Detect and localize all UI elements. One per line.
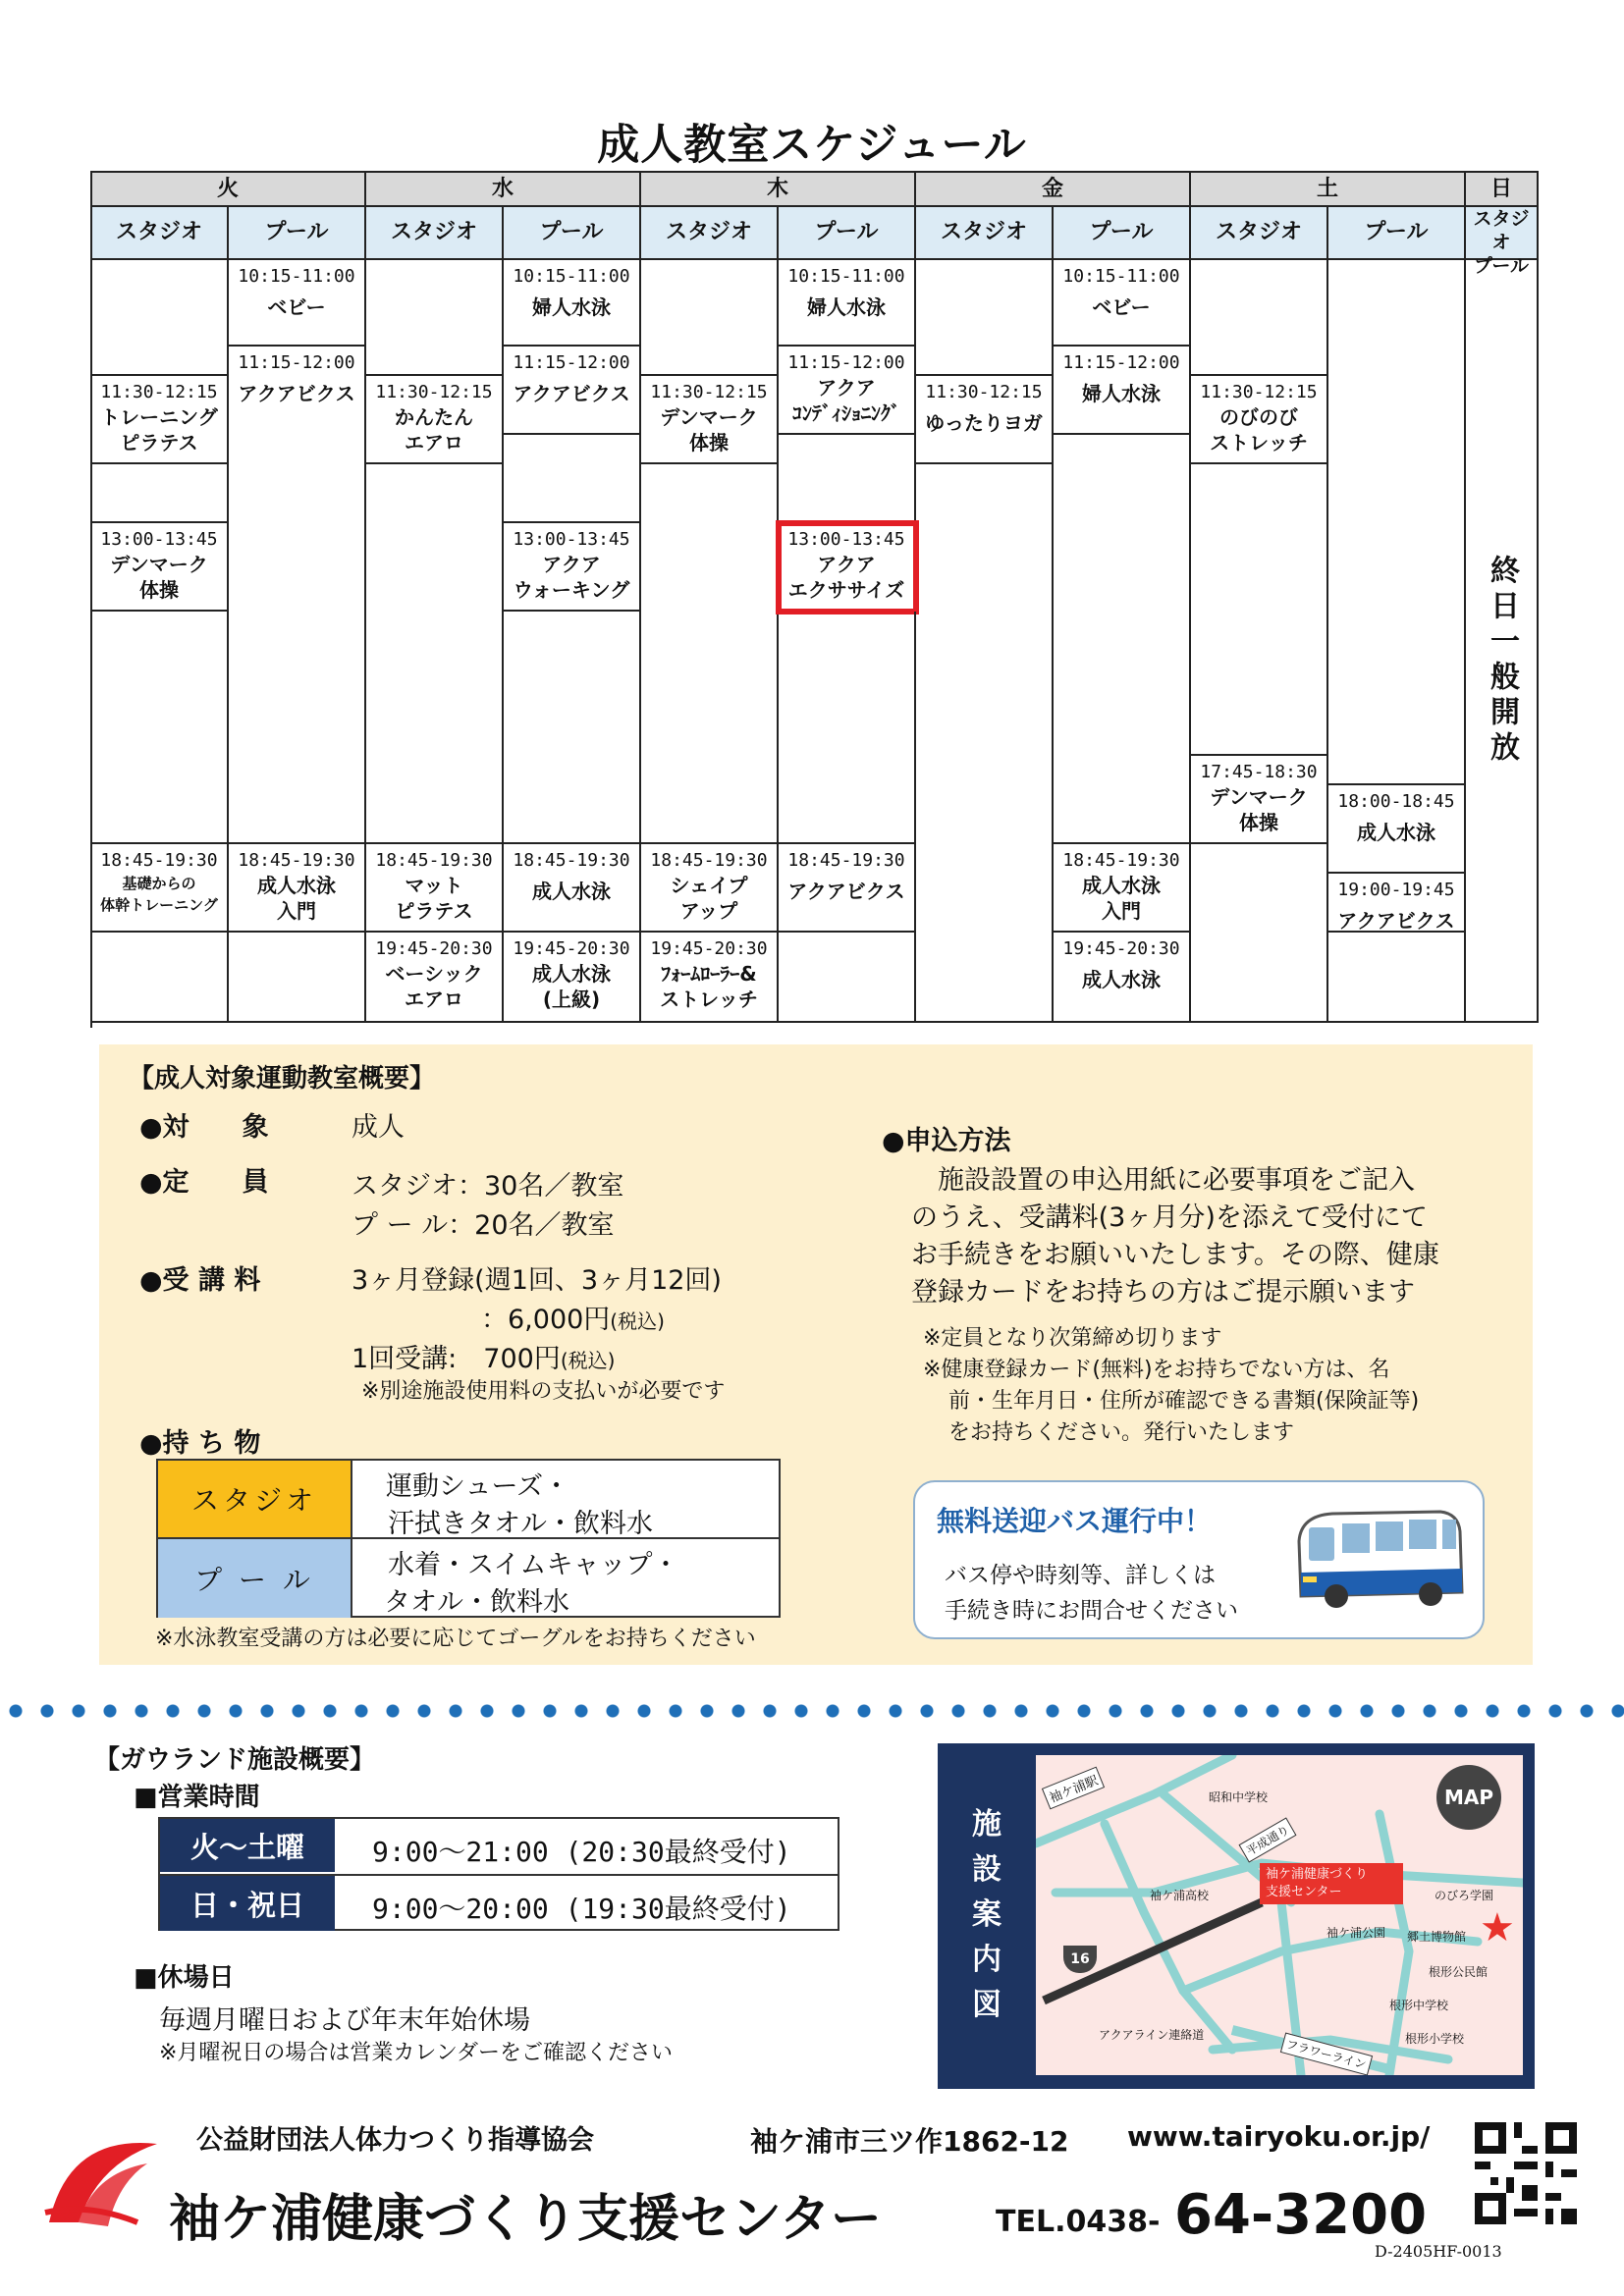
bring-studio-value1: 運動シューズ・ (386, 1471, 570, 1502)
empty-slot (1191, 260, 1328, 376)
class-time: 10:15-11:00 (1062, 266, 1180, 287)
goggle-note: ※水泳教室受講の方は必要に応じてゴーグルをお持ちください (155, 1627, 756, 1651)
apply-text3: お手続きをお願いいたします。その際、健康 (911, 1240, 1439, 1270)
class-name: マット ピラテス (395, 874, 473, 923)
apply-text1: 施設設置の申込用紙に必要事項をご記入 (911, 1165, 1415, 1196)
apply-note2: ※健康登録カード(無料)をお持ちでない方は、名 (923, 1358, 1390, 1382)
star-icon: ★ (1480, 1905, 1515, 1950)
fee-note: ※別途施設使用料の支払いが必要です (361, 1379, 726, 1404)
pool-header: プール (1054, 207, 1191, 260)
class-time: 11:30-12:15 (650, 382, 768, 402)
bring-row-studio (158, 1461, 779, 1539)
class-slot (779, 844, 916, 933)
target-value: 成人 (352, 1112, 405, 1143)
studio-header: スタジオ (1191, 207, 1328, 260)
hours-label: ■営業時間 (134, 1783, 260, 1812)
logo-icon (39, 2124, 167, 2234)
day-header: 日 (1466, 172, 1539, 207)
facility-map (938, 1743, 1535, 2089)
day-header: 火 (91, 172, 366, 207)
class-slot (229, 844, 366, 933)
closed-label: ■休場日 (134, 1963, 235, 1993)
fee-line2: ：6,000円(税込) (481, 1305, 665, 1335)
class-time: 18:45-19:30 (375, 850, 493, 871)
map-label-junior: 根形中学校 (1389, 1999, 1449, 2012)
class-time: 11:30-12:15 (100, 382, 218, 402)
empty-slot (779, 933, 916, 1023)
class-time: 19:45-20:30 (650, 938, 768, 959)
apply-text4: 登録カードをお持ちの方はご提示願います (911, 1277, 1415, 1308)
studio-header: スタジオ (366, 207, 504, 260)
apply-note1: ※定員となり次第締め切ります (923, 1326, 1222, 1351)
footer-org: 公益財団法人体力つくり指導協会 (196, 2125, 594, 2156)
empty-slot (229, 933, 366, 1023)
hours-table (158, 1817, 839, 1931)
empty-slot (1328, 260, 1466, 785)
class-name: ﾌｫｰﾑﾛｰﾗｰ& ストレッチ (660, 962, 758, 1011)
class-name: アクアビクス (1337, 909, 1455, 933)
class-time: 13:00-13:45 (787, 529, 905, 550)
class-slot (641, 844, 779, 933)
closed-note: ※月曜祝日の場合は営業カレンダーをご確認ください (159, 2041, 674, 2065)
map-label-museum: 郷土博物館 (1407, 1930, 1467, 1944)
hours-day-weekday: 火～土曜 (160, 1819, 335, 1874)
sunday-open-all-day (1466, 260, 1539, 1023)
bring-pool-value2: タオル・飲料水 (384, 1587, 569, 1618)
target-label: ●対 象 (139, 1112, 269, 1143)
map-label-park: 袖ケ浦公園 (1326, 1926, 1386, 1940)
bring-table (156, 1459, 781, 1618)
class-name: アクア ウォーキング (513, 553, 630, 602)
class-time: 10:15-11:00 (513, 266, 630, 287)
class-time: 18:45-19:30 (1062, 850, 1180, 871)
footer-url[interactable]: www.tairyoku.or.jp/ (1127, 2120, 1431, 2153)
class-time: 19:45-20:30 (375, 938, 493, 959)
day-header: 木 (641, 172, 916, 207)
class-time: 11:15-12:00 (1062, 352, 1180, 373)
footer-code: D-2405HF-0013 (1375, 2242, 1502, 2261)
class-slot (641, 933, 779, 1023)
map-label-flowerline: フラワーライン (1280, 2032, 1373, 2075)
class-slot (91, 844, 229, 933)
class-slot (1191, 376, 1328, 464)
overview-heading: 【成人対象運動教室概要】 (129, 1064, 436, 1094)
empty-slot (1191, 844, 1328, 1023)
fee-line3: 1回受講: 700円(税込) (352, 1344, 616, 1374)
bring-studio-key: スタジオ (158, 1461, 352, 1537)
class-name: ベーシック エアロ (385, 962, 483, 1011)
fee-line1: 3ヶ月登録(週1回、3ヶ月12回) (352, 1265, 722, 1296)
closed-text: 毎週月曜日および年末年始休場 (159, 2005, 530, 2036)
map-label-nobiro: のびろ学園 (1435, 1889, 1494, 1902)
pool-header: プール (229, 207, 366, 260)
class-time: 10:15-11:00 (787, 266, 905, 287)
empty-slot (504, 435, 641, 523)
capacity-pool: プ ー ル：20名／教室 (352, 1210, 615, 1241)
class-name: デンマーク 体操 (1210, 785, 1308, 834)
class-name: アクアビクス (787, 880, 905, 903)
pool-header: プール (1328, 207, 1466, 260)
class-time: 11:15-12:00 (238, 352, 355, 373)
class-time: 18:45-19:30 (787, 850, 905, 871)
map-label-heisei: 平成通り (1239, 1817, 1297, 1862)
class-time: 13:00-13:45 (513, 529, 630, 550)
class-time: 18:45-19:30 (238, 850, 355, 871)
bus-icon (1293, 1502, 1470, 1620)
hours-time-holiday: 9:00～20:00 (19:30最終受付) (372, 1893, 791, 1925)
empty-slot (91, 464, 229, 523)
empty-slot (504, 612, 641, 844)
capacity-studio: スタジオ：30名／教室 (352, 1171, 624, 1201)
class-slot (366, 844, 504, 933)
class-time: 19:45-20:30 (1062, 938, 1180, 959)
class-slot (779, 347, 916, 435)
class-time: 11:30-12:15 (1200, 382, 1318, 402)
class-name: アクアビクス (513, 382, 630, 405)
fee-tax-1: (税込) (610, 1309, 665, 1333)
class-name: デンマーク 体操 (110, 553, 208, 602)
empty-slot (1191, 464, 1328, 756)
empty-slot (91, 933, 229, 1023)
map-label-aqualine: アクアライン連絡道 (1099, 2028, 1205, 2042)
class-time: 11:30-12:15 (925, 382, 1043, 402)
day-header: 土 (1191, 172, 1466, 207)
empty-slot (641, 260, 779, 376)
sunday-open-text: 終日一般開放 (1485, 555, 1519, 767)
bus-title: 無料送迎バス運行中！ (937, 1505, 1213, 1537)
studio-header: スタジオ (916, 207, 1054, 260)
class-slot (1191, 756, 1328, 844)
fee-label: ●受 講 料 (139, 1265, 261, 1296)
map-label-elementary: 根形小学校 (1405, 2032, 1465, 2046)
class-slot (1054, 933, 1191, 1023)
apply-note4: をお持ちください。発行いたします (948, 1420, 1295, 1445)
class-name: 婦人水泳 (1082, 382, 1161, 405)
class-slot (229, 260, 366, 347)
empty-slot (91, 612, 229, 844)
day-header: 水 (366, 172, 641, 207)
class-slot (1328, 785, 1466, 874)
class-name: ゆったりヨガ (925, 411, 1043, 435)
class-time: 19:00-19:45 (1337, 880, 1455, 900)
class-name: 成人水泳 (532, 880, 611, 903)
qr-code-icon[interactable] (1475, 2122, 1577, 2224)
class-name: 基礎からの 体幹トレーニング (100, 875, 218, 914)
class-slot (504, 523, 641, 612)
class-time: 18:45-19:30 (100, 850, 218, 871)
map-label-station: 袖ケ浦駅 (1042, 1767, 1105, 1810)
class-name: 成人水泳 入門 (257, 874, 336, 923)
schedule-table (91, 172, 1539, 1027)
class-name: 婦人水泳 (532, 295, 611, 319)
class-slot (641, 376, 779, 464)
shuttle-bus-box (913, 1480, 1485, 1639)
class-time: 18:45-19:30 (650, 850, 768, 871)
class-name: デンマーク 体操 (660, 405, 758, 454)
studio-header: スタジオ (91, 207, 229, 260)
empty-slot (779, 612, 916, 844)
class-name: 成人水泳 (上級) (532, 962, 611, 1011)
class-time: 13:00-13:45 (100, 529, 218, 550)
dotted-divider (0, 1704, 1624, 1718)
empty-slot (91, 260, 229, 376)
class-name: アクア ｺﾝﾃﾞｨｼｮﾆﾝｸﾞ (792, 376, 900, 425)
hours-day-holiday: 日・祝日 (160, 1876, 335, 1931)
empty-slot (779, 435, 916, 523)
apply-text2: のうえ、受講料(3ヶ月分)を添えて受付にて (911, 1202, 1428, 1233)
empty-slot (641, 464, 779, 844)
studio-header: スタジオ (641, 207, 779, 260)
footer-tel-main: 64-3200 (1174, 2183, 1428, 2247)
map-label-highschool: 袖ケ浦高校 (1150, 1889, 1210, 1902)
class-name: ベビー (267, 295, 326, 319)
class-slot (1054, 347, 1191, 435)
class-name: シェイプ アップ (670, 874, 748, 923)
bring-pool-key: プ ー ル (158, 1539, 352, 1618)
class-slot (504, 347, 641, 435)
bring-label: ●持 ち 物 (139, 1428, 261, 1459)
class-name: トレーニング ピラテス (100, 405, 218, 454)
pool-header: プール (504, 207, 641, 260)
class-name: アクア エクササイズ (787, 553, 905, 602)
class-slot (91, 523, 229, 612)
map-badge: MAP (1436, 1765, 1501, 1830)
map-label-center: 袖ケ浦健康づくり 支援センター (1260, 1863, 1403, 1904)
class-time: 19:45-20:30 (513, 938, 630, 959)
class-slot (366, 376, 504, 464)
pool-header: プール (779, 207, 916, 260)
class-time: 11:30-12:15 (375, 382, 493, 402)
apply-label: ●申込方法 (882, 1126, 1011, 1156)
class-time: 18:45-19:30 (513, 850, 630, 871)
class-slot (1054, 844, 1191, 933)
bus-text2: 手続き時にお問合せください (945, 1598, 1238, 1624)
class-name: かんたん エアロ (395, 405, 473, 454)
class-time: 10:15-11:00 (238, 266, 355, 287)
class-time: 18:00-18:45 (1337, 791, 1455, 812)
empty-slot (366, 464, 504, 844)
page-title: 成人教室スケジュール (597, 121, 1027, 170)
class-name: 成人水泳 (1082, 968, 1161, 991)
map-label: 施設案内図 (972, 1807, 1001, 2022)
day-header: 金 (916, 172, 1191, 207)
empty-slot (366, 260, 504, 376)
class-slot (779, 523, 916, 612)
class-slot (1054, 260, 1191, 347)
bring-pool-value1: 水着・スイムキャップ・ (388, 1550, 679, 1580)
footer-center-name: 袖ケ浦健康づくり支援センター (169, 2190, 882, 2249)
bring-row-pool (158, 1539, 779, 1618)
sunday-subheader: スタジオ プール (1466, 207, 1539, 260)
class-slot (504, 260, 641, 347)
class-slot (366, 933, 504, 1023)
empty-slot (1054, 435, 1191, 844)
class-slot (916, 376, 1054, 464)
class-time: 11:15-12:00 (513, 352, 630, 373)
hours-time-weekday: 9:00～21:00 (20:30最終受付) (372, 1836, 791, 1868)
class-slot (504, 844, 641, 933)
capacity-label: ●定 員 (139, 1167, 269, 1198)
fee-tax-2: (税込) (560, 1349, 616, 1372)
route-16-sign: 16 (1063, 1946, 1097, 1973)
class-name: 成人水泳 (1357, 821, 1435, 844)
class-name: 成人水泳 入門 (1082, 874, 1161, 923)
empty-slot (916, 260, 1054, 376)
facility-heading: 【ガウランド施設概要】 (94, 1745, 376, 1775)
class-slot (1328, 874, 1466, 933)
map-image (1036, 1755, 1523, 2075)
class-slot (91, 376, 229, 464)
class-time: 11:15-12:00 (787, 352, 905, 373)
bus-text1: バス停や時刻等、詳しくは (945, 1563, 1216, 1588)
class-name: アクアビクス (238, 382, 355, 405)
class-name: ベビー (1092, 295, 1151, 319)
map-label-showa: 昭和中学校 (1209, 1790, 1269, 1804)
empty-slot (1328, 933, 1466, 1023)
map-label-kominkan: 根形公民館 (1429, 1965, 1489, 1979)
class-slot (229, 347, 366, 844)
class-name: 婦人水泳 (807, 295, 886, 319)
apply-note3: 前・生年月日・住所が確認できる書類(保険証等) (948, 1389, 1420, 1414)
empty-slot (916, 464, 1054, 1023)
footer-address: 袖ケ浦市三ツ作1862-12 (750, 2125, 1069, 2158)
class-name: のびのび ストレッチ (1210, 405, 1308, 454)
class-slot (779, 260, 916, 347)
class-slot (504, 933, 641, 1023)
footer-tel-prefix: TEL.0438- (996, 2205, 1161, 2239)
bring-studio-value2: 汗拭きタオル・飲料水 (388, 1509, 653, 1539)
class-time: 17:45-18:30 (1200, 762, 1318, 782)
